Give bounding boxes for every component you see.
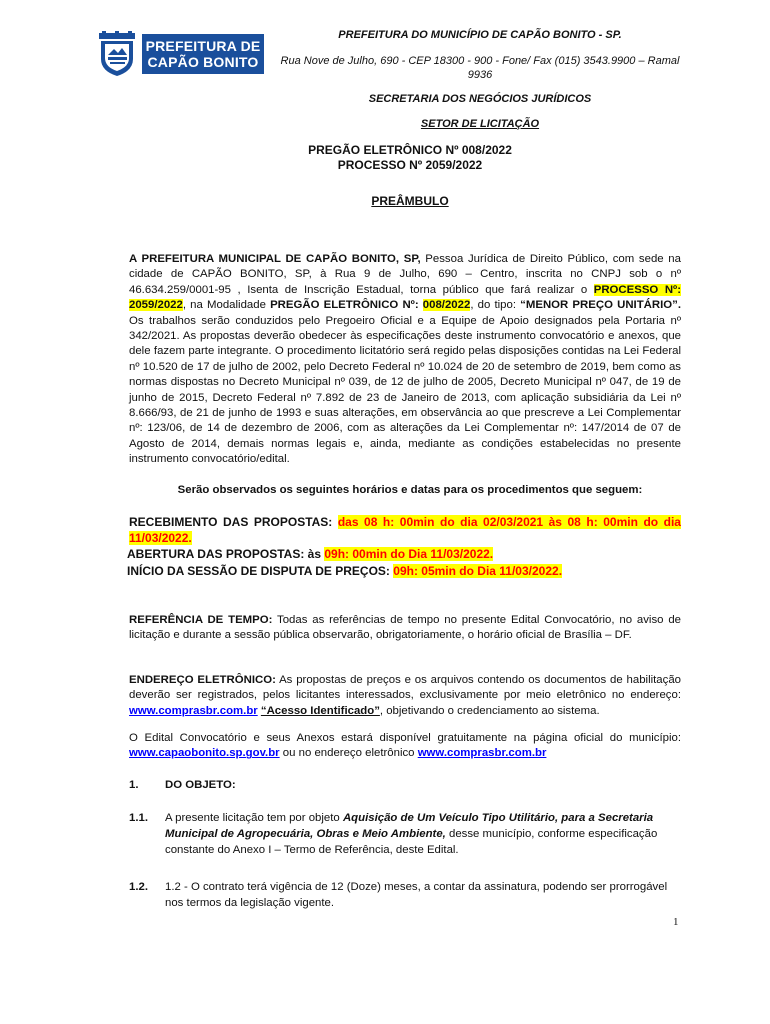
address-line: Rua Nove de Julho, 690 - CEP 18300 - 900 - Fone/ Fax (015) 3543.9900 – Ramal 9936 <box>280 55 680 81</box>
recebimento-line <box>129 514 681 546</box>
item-1-2-number: 1.2. <box>129 881 148 893</box>
inicio-line <box>127 563 679 579</box>
page-number: 1 <box>673 916 679 928</box>
referencia-paragraph: REFERÊNCIA DE TEMPO: Todas as referências de tempo no presente Edital Convocatório, no aviso de licitação e durante a sessão pública observarão, obrigatoriamente, o horário oficial de Brasília – DF. <box>129 614 681 642</box>
item-1-2-text: 1.2 - O contrato terá vigência de 12 (Doze) meses, a contar da assinatura, podendo ser prorrogável nos termos da legislação vigente. <box>165 881 668 909</box>
section-title: DO OBJETO: <box>165 779 236 791</box>
pregao-number: 008/2022 <box>422 299 471 312</box>
pregao-title: PREGÃO ELETRÔNICO Nº 008/2022 <box>308 143 512 157</box>
acesso-identificado: “Acesso Identificado” <box>260 704 380 717</box>
logo-wordmark <box>142 34 264 74</box>
logo-line1: PREFEITURA DE <box>145 38 261 54</box>
referencia-label: REFERÊNCIA DE TEMPO: <box>129 614 273 626</box>
recebimento-label: RECEBIMENTO DAS PROPOSTAS: <box>129 515 333 529</box>
secretariat-line: SECRETARIA DOS NEGÓCIOS JURÍDICOS <box>368 93 592 105</box>
coat-of-arms-icon <box>96 31 138 77</box>
processo-number: 2059/2022 <box>129 299 183 312</box>
endereco-paragraph: ENDEREÇO ELETRÔNICO: As propostas de preços e os arquivos contendo os documentos de habilitação deverão ser registrados, pelos licitantes interessados, exclusivamente por meio eletrônico no endereço: www.comprasbr.com.br “Acesso Identificado”, objetivando o credenciamento ao sistema. <box>129 674 682 717</box>
processo-label: PROCESSO Nº: <box>593 283 682 296</box>
abertura-line <box>127 546 679 562</box>
objeto-description: Aquisição de Um Veículo Tipo Utilitário, para a Secretaria Municipal de Agropecuária, Obras e Meio Ambiente, <box>165 812 654 840</box>
abertura-value: 09h: 00min do Dia 11/03/2022. <box>324 547 494 561</box>
logo-line2: CAPÃO BONITO <box>147 54 259 70</box>
item-1-1-text: A presente licitação tem por objeto Aquisição de Um Veículo Tipo Utilitário, para a Secretaria Municipal de Agropecuária, Obras e Meio Ambiente, desse município, conforme especificação constante do Anexo I – Termo de Referência, deste Edital. <box>165 812 658 856</box>
tipo-label: “MENOR PREÇO UNITÁRIO”. <box>520 299 682 312</box>
modalidade-label: PREGÃO ELETRÔNICO Nº: <box>270 299 419 312</box>
preambulo-heading: PREÂMBULO <box>371 194 449 208</box>
preamble-paragraph: A PREFEITURA MUNICIPAL DE CAPÃO BONITO, SP, Pessoa Jurídica de Direito Público, com sede na cidade de CAPÃO BONITO, SP, à Rua 9 de Julho, 690 – Centro, inscrita no CNPJ sob o nº 46.634.259/0001-95 , Isenta de Inscrição Estadual, torna público que fará realizar o PROCESSO Nº: 2059/2022, na Modalidade PREGÃO ELETRÔNICO Nº: 008/2022, do tipo: “MENOR PREÇO UNITÁRIO”. Os trabalhos serão conduzidos pelo Pregoeiro Oficial e a Equipe de Apoio designados pela Portaria nº 342/2021. As propostas deverão obedecer às especificações deste instrumento convocatório e anexos, que dele fazem parte integrante. O procedimento licitatório será regido pelas disposições contidas na Lei Federal nº 10.520 de 17 de julho de 2002, pelo Decreto Federal nº 10.024 de 20 de setembro de 2019, bem como as normas dispostas no Decreto Municipal nº 039, de 12 de julho de 2005, Decreto Municipal nº 047, de 19 de junho de 2015, Decreto Federal nº 7.892 de 23 de Janeiro de 2013, com aplicação subsidiária da Lei nº 8.666/93, de 21 de junho de 1993 e suas alterações, em observância ao que prescreve a Lei Complementar nº: 123/06, de 14 de dezembro de 2006, com as alterações da Lei Complementar nº: 147/2014 de 07 de Agosto de 2014, demais normas legais e, ainda, mediante as condições estabelecidas no presente instrumento convocatório/edital. <box>129 253 682 466</box>
municipality-header: PREFEITURA DO MUNICÍPIO DE CAPÃO BONITO - SP. <box>338 29 622 41</box>
preamble-entity: A PREFEITURA MUNICIPAL DE CAPÃO BONITO, SP, <box>129 253 421 265</box>
processo-title: PROCESSO Nº 2059/2022 <box>337 158 483 172</box>
inicio-label: INÍCIO DA SESSÃO DE DISPUTA DE PREÇOS: <box>127 564 390 578</box>
recebimento-value: das 08 h: 00min do dia 02/03/2021 às 08 h: 00min do dia 11/03/2022. <box>129 515 681 545</box>
abertura-label: ABERTURA DAS PROPOSTAS: às <box>127 547 322 561</box>
endereco-label: ENDEREÇO ELETRÔNICO: <box>129 674 276 686</box>
edital-paragraph: O Edital Convocatório e seus Anexos estará disponível gratuitamente na página oficial do município: www.capaobonito.sp.gov.br ou no endereço eletrônico www.comprasbr.com.br <box>129 732 681 760</box>
prefeitura-logo <box>96 31 266 77</box>
section-number: 1. <box>129 779 139 791</box>
inicio-value: 09h: 05min do Dia 11/03/2022. <box>393 564 563 578</box>
comprasbr-link[interactable]: www.comprasbr.com.br <box>129 704 258 717</box>
schedule-intro: Serão observados os seguintes horários e datas para os procedimentos que seguem: <box>177 484 643 496</box>
comprasbr-link-2[interactable]: www.comprasbr.com.br <box>417 747 547 760</box>
capaobonito-link[interactable]: www.capaobonito.sp.gov.br <box>129 747 280 760</box>
item-1-1-number: 1.1. <box>129 812 148 824</box>
sector-line: SETOR DE LICITAÇÃO <box>420 118 540 130</box>
